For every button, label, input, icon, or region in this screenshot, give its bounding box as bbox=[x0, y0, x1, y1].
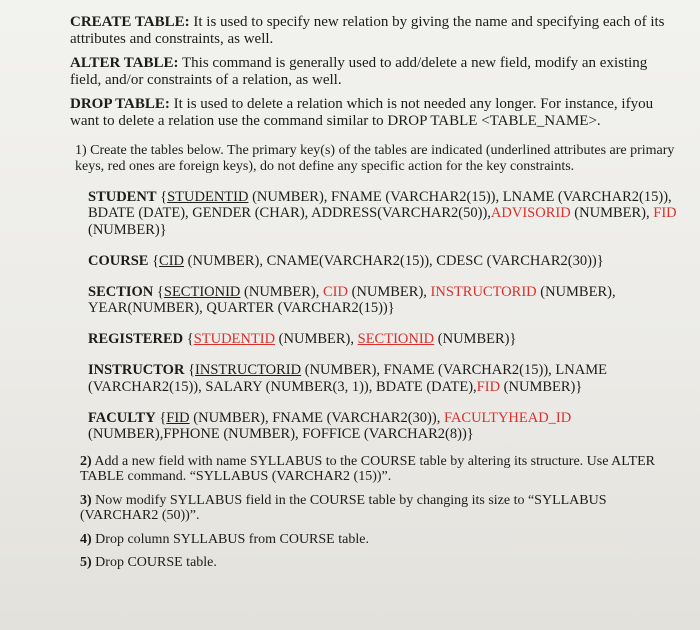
attributes: (NUMBER), FNAME (VARCHAR2(15)), LNAME (VARCHAR2(15)), SALARY (NUMBER(3, 1)), BDATE (DATE), bbox=[88, 362, 607, 395]
primary-key: FID bbox=[166, 409, 190, 426]
attributes: (NUMBER), bbox=[240, 283, 323, 300]
definition-term: ALTER TABLE: bbox=[70, 55, 179, 71]
brace: { bbox=[156, 188, 168, 205]
attributes: (NUMBER), bbox=[275, 331, 358, 347]
attributes: (NUMBER), bbox=[570, 205, 654, 221]
schema-instructor bbox=[88, 362, 682, 395]
table-name: FACULTY bbox=[88, 409, 156, 426]
schema-faculty bbox=[88, 410, 682, 443]
task-number: 5) bbox=[80, 555, 92, 570]
primary-key: SECTIONID bbox=[163, 283, 241, 300]
definition-drop-table bbox=[70, 96, 682, 129]
attributes: (NUMBER), FNAME (VARCHAR2(30)), bbox=[189, 409, 444, 426]
attributes: (NUMBER),FPHONE (NUMBER), FOFFICE (VARCHAR2(8))} bbox=[88, 426, 474, 442]
foreign-key: ADVISORID bbox=[490, 205, 571, 221]
task-number: 2) bbox=[80, 453, 92, 469]
foreign-key: FID bbox=[476, 378, 501, 395]
primary-key: INSTRUCTORID bbox=[195, 362, 302, 378]
brace: { bbox=[155, 409, 167, 426]
schema-student bbox=[88, 189, 682, 239]
definition-create-table bbox=[70, 14, 682, 47]
definition-term: DROP TABLE: bbox=[70, 96, 170, 112]
schema-course bbox=[88, 253, 682, 270]
brace: { bbox=[183, 331, 194, 347]
brace: { bbox=[148, 252, 160, 269]
table-name: STUDENT bbox=[88, 188, 157, 205]
task-2 bbox=[80, 454, 682, 485]
primary-foreign-key: STUDENTID bbox=[193, 331, 276, 347]
definition-alter-table bbox=[70, 55, 682, 88]
table-name: SECTION bbox=[88, 283, 154, 300]
table-name: REGISTERED bbox=[88, 331, 184, 347]
attributes: (NUMBER), YEAR(NUMBER), QUARTER (VARCHAR2(15))} bbox=[88, 283, 616, 316]
definition-term: CREATE TABLE: bbox=[70, 14, 190, 30]
table-name: COURSE bbox=[88, 252, 149, 269]
foreign-key: FACULTYHEAD_ID bbox=[443, 409, 572, 426]
task-4 bbox=[80, 532, 682, 548]
primary-key: CID bbox=[159, 252, 185, 269]
definition-text: It is used to delete a relation which is not needed any longer. For instance, ifyou want to delete a relation use the command similar to DROP TABLE <TABLE_NAME>. bbox=[70, 96, 654, 129]
primary-foreign-key: SECTIONID bbox=[357, 331, 435, 347]
attributes: (NUMBER), bbox=[347, 283, 431, 300]
foreign-key: FID bbox=[653, 205, 677, 221]
task-text: Add a new field with name SYLLABUS to the COURSE table by altering its structure. Use ALTER TABLE command. “SYLLABUS (VARCHAR2 (15))”. bbox=[80, 453, 655, 484]
attributes: (NUMBER)} bbox=[88, 221, 167, 238]
attributes: (NUMBER)} bbox=[434, 331, 517, 347]
attributes: (NUMBER), FNAME (VARCHAR2(15)), LNAME (VARCHAR2(15)), BDATE (DATE), GENDER (CHAR), ADDRESS(VARCHAR2(50)), bbox=[88, 188, 672, 221]
task-1-instructions: 1) Create the tables below. The primary key(s) of the tables are indicated (underlined attributes are primary keys, red ones are foreign keys), do not define any specific action for the key constraints. bbox=[75, 143, 675, 174]
brace: { bbox=[184, 362, 196, 378]
schema-section bbox=[88, 284, 682, 317]
task-number: 3) bbox=[80, 492, 92, 508]
task-text: Now modify SYLLABUS field in the COURSE table by changing its size to “SYLLABUS (VARCHAR2 (50))”. bbox=[80, 492, 607, 523]
task-text: Drop COURSE table. bbox=[91, 555, 217, 570]
foreign-key: INSTRUCTORID bbox=[430, 283, 537, 300]
brace: { bbox=[153, 283, 164, 300]
schema-registered bbox=[88, 331, 682, 348]
attributes: (NUMBER), CNAME(VARCHAR2(15)), CDESC (VARCHAR2(30))} bbox=[184, 252, 604, 269]
definition-text: It is used to specify new relation by giving the name and specifying each of its attributes and constraints, as well. bbox=[70, 14, 665, 47]
definition-text: This command is generally used to add/delete a new field, modify an existing field, and/or constraints of a relation, as well. bbox=[70, 55, 648, 88]
primary-key: STUDENTID bbox=[167, 188, 249, 205]
task-5 bbox=[80, 555, 682, 571]
foreign-key: CID bbox=[322, 283, 348, 300]
attributes: (NUMBER)} bbox=[500, 378, 583, 395]
table-name: INSTRUCTOR bbox=[88, 362, 185, 378]
task-number: 4) bbox=[80, 531, 92, 547]
task-3 bbox=[80, 493, 682, 524]
task-text: Drop column SYLLABUS from COURSE table. bbox=[91, 531, 369, 547]
